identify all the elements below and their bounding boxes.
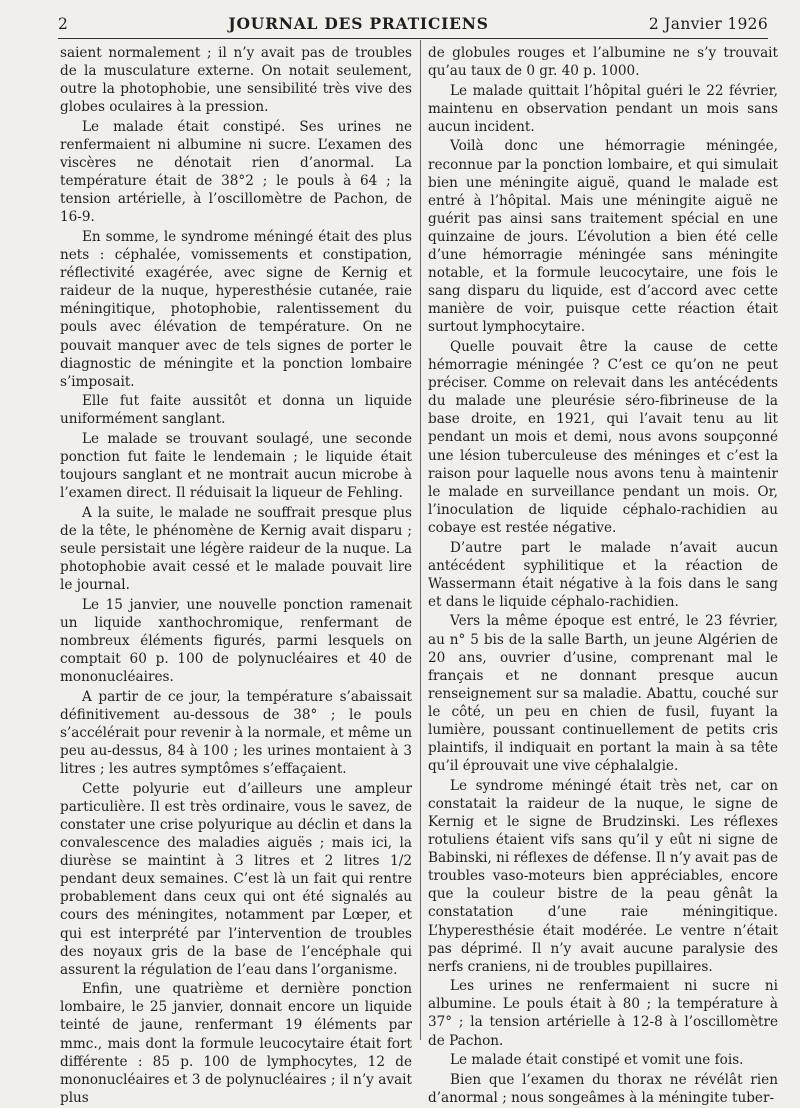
paragraph: de globules rouges et l’albumine ne s’y trouvait qu’au taux de 0 gr. 40 p. 1000.	[428, 45, 778, 80]
paragraph: Le malade quittait l’hôpital guéri le 22 février, maintenu en observation pendant un mois sans aucun incident.	[428, 82, 778, 135]
paragraph: Cette polyurie eut d’ailleurs une ampleur particulière. Il est très ordinaire, vous le savez, de constater une crise polyurique au déclin et dans la convalescence des maladies aiguës ; mais ici, la diurèse se maintint à 3 litres et 2 litres 1/2 pendant deux semaines. C’est là un fait qui rentre probablement dans ceux qui ont été signalés au cours des méningites, notamment par Lœper, et qui est interprété par l’intervention de troubles des noyaux gris de la base de l’encéphale qui assurent la régulation de l’eau dans l’organisme.	[60, 780, 412, 978]
paragraph: Voilà donc une hémorragie méningée, reconnue par la ponction lombaire, et qui simulait bien une méningite aiguë, quand le malade est entré à l’hôpital. Mais une méningite aiguë ne guérit pas ainsi sans traitement spécial en une quinzaine de jours. L’évolution a bien été celle d’une hémorragie méningée sans méningite notable, et la formule leucocytaire, une fois le sang disparu du liquide, est d’accord avec cette manière de voir, puisque cette réaction était surtout lymphocytaire.	[428, 138, 778, 336]
paragraph: Le malade se trouvant soulagé, une seconde ponction fut faite le lendemain ; le liquide était toujours sanglant et ne montrait aucun microbe à l’examen direct. Il réduisait la liqueur de Fehling.	[60, 430, 412, 502]
right-column	[428, 44, 778, 1108]
left-column	[60, 44, 412, 1108]
paragraph: Elle fut faite aussitôt et donna un liquide uniformément sanglant.	[60, 393, 412, 428]
paragraph: D’autre part le malade n’avait aucun antécédent syphilitique et la réaction de Wassermann était négative à la fois dans le sang et dans le liquide céphalo-rachidien.	[428, 539, 778, 610]
paragraph: Le malade était constipé et vomit une fois.	[450, 1052, 744, 1069]
journal-title: JOURNAL DES PRATICIENS	[228, 14, 489, 33]
paragraph: Vers la même époque est entré, le 23 février, au n° 5 bis de la salle Barth, un jeune Algérien de 20 ans, ouvrier d’usine, comprenant mal le français et ne donnant presque aucun renseignement sur sa maladie. Abattu, couché sur le côté, un peu en chien de fusil, fuyant la lumière, poussant continuellement de petits cris plaintifs, il indiquait en portant la main à sa tête qu’il éprouvait une vive céphalalgie.	[428, 613, 778, 775]
page-number: 2	[58, 15, 69, 33]
paragraph: Les urines ne renfermaient ni sucre ni albumine. Le pouls était à 80 ; la température à 37° ; la tension artérielle à 12-8 à l’oscillomètre de Pachon.	[428, 978, 778, 1049]
paragraph: saient normalement ; il n’y avait pas de troubles de la musculature externe. On notait seulement, outre la photophobie, une sensibilité très vive des globes oculaires à la pression.	[60, 45, 412, 116]
paragraph: Le 15 janvier, une nouvelle ponction ramenait un liquide xanthochromique, renfermant de nombreux éléments figurés, parmi lesquels on comptait 60 p. 100 de polynucléaires et 40 de mononucléaires.	[60, 596, 412, 686]
paragraph: A la suite, le malade ne souffrait presque plus de la tête, le phénomène de Kernig avait disparu ; seule persistait une légère raideur de la nuque. La photophobie avait cessé et le malade pouvait lire le journal.	[60, 504, 412, 594]
column-divider	[420, 40, 421, 1040]
paragraph: Quelle pouvait être la cause de cette hémorragie méningée ? C’est ce qu’on ne peut préciser. Comme on relevait dans les antécédents du malade une pleurésie séro-fibrineuse de la base droite, en 1921, qui l’avait tenu au lit pendant un mois et demi, nous avons soupçonné une lésion tuberculeuse des méninges et c’est la raison pour laquelle nous avons tenu à maintenir le malade en surveillance pendant un mois. Or, l’inoculation de liquide céphalo-rachidien au cobaye est restée négative.	[428, 339, 778, 536]
paragraph: Le malade était constipé. Ses urines ne renfermaient ni albumine ni sucre. L’examen des viscères ne dénotait rien d’anormal. La température était de 38°2 ; le pouls à 64 ; la tension artérielle, à l’oscillomètre de Pachon, de 16-9.	[60, 118, 412, 226]
paragraph: Bien que l’examen du thorax ne révélât rien d’anormal ; nous songeâmes à la méningite tuber-	[428, 1071, 778, 1106]
paragraph: Le syndrome méningé était très net, car on constatait la raideur de la nuque, le signe de Kernig et le signe de Brudzinski. Les réflexes rotuliens étaient vifs sans qu’il y eût ni signe de Babinski, ni réflexes de défense. Il n’y avait pas de troubles vaso-moteurs bien appréciables, encore que la couleur bistre de la peau gênât la constatation d’une raie méningitique. L’hyperesthésie était modérée. Le ventre n’était pas déprimé. Il n’y avait aucune paralysie des nerfs craniens, ni de troubles pupillaires.	[428, 777, 778, 975]
paragraph: Enfin, une quatrième et dernière ponction lombaire, le 25 janvier, donnait encore un liquide teinté de jaune, renfermant 19 éléments par mmc., mais dont la formule leucocytaire était fort différente : 85 p. 100 de lymphocytes, 12 de mononucléaires et 3 de polynucléaires ; il n’y avait plus	[60, 981, 412, 1106]
paragraph: A partir de ce jour, la température s’abaissait définitivement au-dessous de 38° ; le pouls s’accélérait pour revenir à la normale, et même un peu au-dessus, 84 à 100 ; les urines montaient à 3 litres ; les autres symptômes s’effaçaient.	[60, 688, 412, 778]
paragraph: En somme, le syndrome méningé était des plus nets : céphalée, vomissements et constipation, réflectivité exagérée, avec signe de Kernig et raideur de la nuque, hyperesthésie cutanée, raie méningitique, photophobie, ralentissement du pouls avec élévation de température. On ne pouvait manquer avec de tels signes de porter le diagnostic de méningite et la ponction lombaire s’imposait.	[60, 228, 412, 390]
running-header	[58, 14, 768, 36]
issue-date: 2 Janvier 1926	[648, 15, 768, 33]
header-rule	[58, 38, 768, 39]
